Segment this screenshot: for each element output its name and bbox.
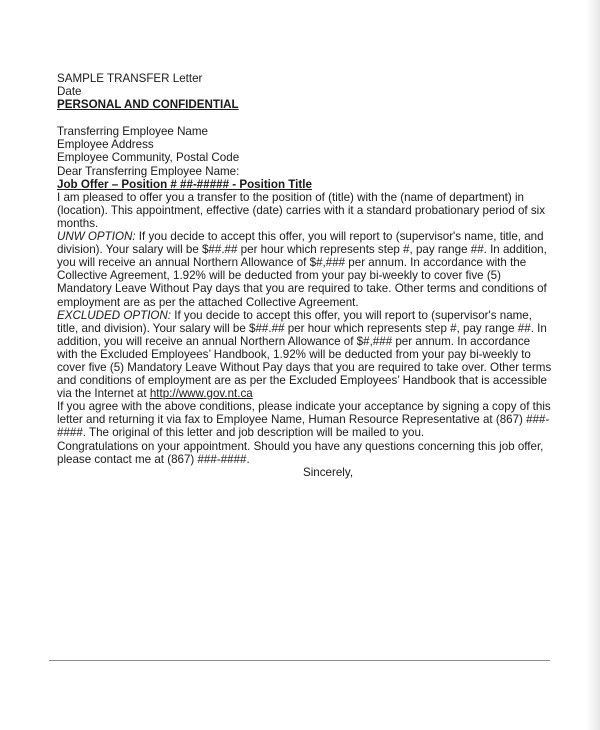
job-offer-heading: Job Offer – Position # ##-##### - Position Title [57,177,312,191]
letter-title: SAMPLE TRANSFER Letter [57,72,203,85]
closing-sincerely: Sincerely, [303,465,354,479]
letter-date: Date [57,85,82,99]
footer-divider [49,660,550,661]
confidential-heading: PERSONAL AND CONFIDENTIAL [57,98,239,112]
page-edge-shadow [586,0,600,730]
unw-option-text: If you decide to accept this offer, you will report to (supervisor's name, title, and division). Your salary will be $##.## per hour which represents step #, pay range ##. In addition, you will receive an annual Northern Allowance of $#,### per annum. In accordance with the Collective Agreement, 1.92% will be deducted from your pay bi-weekly to cover five (5) Mandatory Leave Without Pay days that you are required to take. Other terms and conditions of employment are as per the attached Collective Agreement. [57,230,547,309]
gov-website-link[interactable]: http://www.gov.nt.ca [149,387,253,401]
congratulations-paragraph: Congratulations on your appointment. Should you have any questions concerning this job offer, please contact me at (867) ###-####. [57,439,544,466]
address-line-community: Employee Community, Postal Code [57,151,240,165]
acceptance-paragraph: If you agree with the above conditions, please indicate your acceptance by signing a copy of this letter and returning it via fax to Employee Name, Human Resource Representative at (867) ###-####. The original of this letter and job description will be mailed to you. [57,400,551,440]
letter-body [57,72,553,479]
excluded-option-text: If you decide to accept this offer, you will report to (supervisor's name, title, and division). Your salary will be $##.## per hour which represents step #, pay range ##. In addition, you will receive an annual Northern Allowance of $#,### per annum. In accordance with the Excluded Employees’ Handbook, 1.92% will be deducted from your pay bi-weekly to cover five (5) Mandatory Leave Without Pay days that you are required to take over. Other terms and conditions of employment are as per the Excluded Employees’ Handbook that is accessible via the Internet at [57,308,552,401]
excluded-option-paragraph [57,309,553,401]
unw-option-label: UNW OPTION: [57,230,136,244]
salutation: Dear Transferring Employee Name: [57,164,240,178]
address-line-name: Transferring Employee Name [57,125,208,139]
excluded-option-label: EXCLUDED OPTION: [57,308,172,322]
unw-option-paragraph [57,230,553,309]
address-line-street: Employee Address [57,138,154,152]
intro-paragraph: I am pleased to offer you a transfer to the position of (title) with the (name of department) in (location). This appointment, effective (date) carries with it a standard probationary period of six months. [57,190,546,230]
recipient-address [57,125,553,164]
